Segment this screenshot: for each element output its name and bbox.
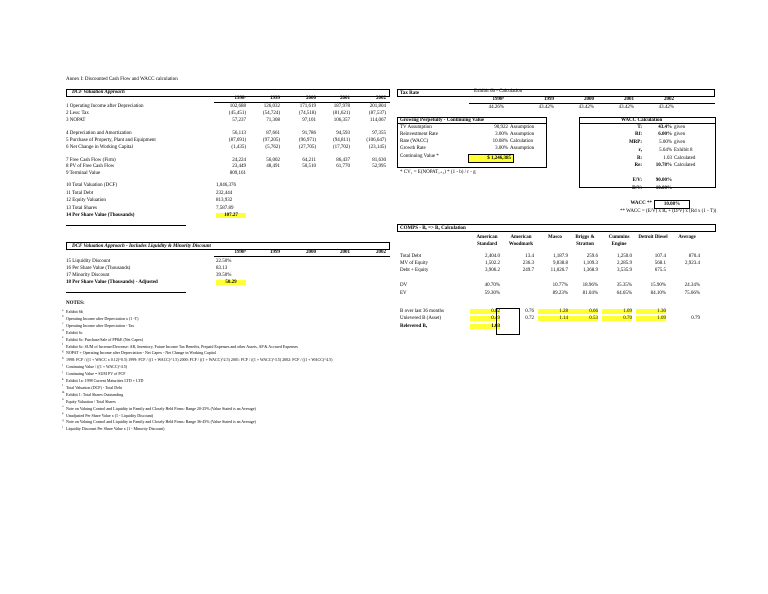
comps-cell: 15.90% bbox=[650, 283, 666, 288]
page-title: Annex I: Discounted Cash Flow and WACC calculation bbox=[66, 77, 178, 82]
dcf-cell: 52,995 bbox=[372, 164, 386, 169]
perp-note: Assumption bbox=[510, 132, 535, 137]
dcf-cell: 23,449 bbox=[232, 164, 246, 169]
comps-cell: 2,404.0 bbox=[485, 254, 500, 259]
dcf-cell: 97,101 bbox=[302, 118, 316, 123]
summary-label: 11 Total Debt bbox=[66, 191, 94, 196]
dcf-row-label: 2 Less: Tax bbox=[66, 111, 89, 116]
continuing-value: $ 1,246,385 bbox=[468, 154, 514, 163]
tax-value: 43.42% bbox=[578, 105, 594, 110]
perp-label: Growth Rate bbox=[400, 146, 426, 151]
dcf-cell: (17,702) bbox=[332, 145, 350, 150]
perp-label: TV Assumption bbox=[400, 125, 432, 130]
summary-value: 1,046,376 bbox=[216, 183, 236, 188]
tax-year: 2001 bbox=[624, 97, 634, 102]
note-marker: c bbox=[62, 321, 64, 326]
tax-value: 43.42% bbox=[618, 105, 634, 110]
comps-cell: 64.65% bbox=[616, 291, 632, 296]
comps-header: COMPS - Bₑ => Bₐ Calculation bbox=[400, 226, 466, 231]
wacc-formula: ** WACC = (E/V) x Rₑ + (D/V) x (Rd x (1 - T)) bbox=[620, 209, 717, 214]
summary-value: 7,587.89 bbox=[216, 206, 234, 211]
dcf-cell: (94,811) bbox=[333, 138, 350, 143]
dcf-cell: (106,647) bbox=[366, 138, 386, 143]
note-marker: h bbox=[62, 355, 64, 360]
wacc-note: Calculated bbox=[674, 156, 696, 161]
dcf-cell: 24,224 bbox=[232, 158, 246, 163]
dcf2-row-label: 15 Liquidity Discount bbox=[66, 259, 111, 264]
comps-cell: 1,502.2 bbox=[485, 261, 500, 266]
dcf-cell: 94,593 bbox=[336, 131, 350, 136]
dcf-cell: 106,357 bbox=[333, 118, 350, 123]
note-marker: o bbox=[62, 404, 64, 409]
note-marker: j bbox=[62, 369, 63, 374]
comps-cell: 84.10% bbox=[650, 291, 666, 296]
wacc-note: given bbox=[674, 132, 686, 137]
note-marker: b bbox=[62, 314, 64, 319]
comps-cell: 249.7 bbox=[522, 268, 534, 273]
comps-cell: 1.09 bbox=[636, 316, 666, 321]
dcf-cell: (87,691) bbox=[228, 138, 246, 143]
note-marker: q bbox=[62, 417, 64, 422]
note-item: Equity Valuation / Total Shares bbox=[66, 398, 116, 404]
dcf-cell: 187,978 bbox=[333, 104, 350, 109]
comps-cell: 40.70% bbox=[484, 283, 500, 288]
comps-cell: 1.03 bbox=[470, 324, 500, 329]
dcf-row-label: 5 Purchase of Property, Plant and Equipment bbox=[66, 138, 156, 143]
note-marker: i bbox=[62, 362, 63, 367]
comps-cell: 2,285.9 bbox=[617, 261, 632, 266]
comps-cell: 0.82 bbox=[470, 309, 500, 314]
dcf-cell: 126,032 bbox=[263, 104, 280, 109]
year-header: 2000 bbox=[306, 250, 316, 255]
year-header: 1998ᵃ bbox=[234, 250, 246, 255]
wacc-value: 10.78% bbox=[655, 163, 672, 168]
comps-row-label: DV bbox=[400, 283, 408, 288]
comps-row-label: Total Debt bbox=[400, 254, 422, 259]
tax-header: Tax Rate bbox=[400, 91, 420, 96]
perp-label: Reinvestment Rate bbox=[400, 132, 438, 137]
note-marker: d bbox=[62, 328, 64, 333]
comps-cell: 0.49 bbox=[470, 316, 500, 321]
dcf-cell: 102,688 bbox=[229, 104, 246, 109]
note-marker: f bbox=[62, 342, 63, 346]
comps-cell: 75.66% bbox=[684, 291, 700, 296]
note-marker: m bbox=[62, 390, 65, 395]
comps-column-header: Cummins Engine bbox=[608, 235, 630, 247]
note-item: Total Valuation (DCF) - Total Debt bbox=[66, 384, 123, 390]
comps-cell: 870.4 bbox=[688, 254, 700, 259]
wacc-note: Exhibit 8 bbox=[674, 148, 693, 153]
dcf-cell: (96,971) bbox=[298, 138, 316, 143]
comps-cell: 107.4 bbox=[654, 254, 666, 259]
dcf-cell: 56,113 bbox=[232, 131, 246, 136]
wacc-value: 1.03 bbox=[663, 156, 672, 161]
wacc-note: given bbox=[674, 125, 686, 130]
year-header: 2002 bbox=[376, 250, 386, 255]
comps-cell: 2,923.4 bbox=[685, 261, 700, 266]
summary-label: 13 Total Shares bbox=[66, 206, 97, 211]
dcf-cell: 87,661 bbox=[266, 131, 280, 136]
wacc-value: 5.64% bbox=[659, 148, 672, 153]
comps-cell: 35.35% bbox=[616, 283, 632, 288]
dcf-row-label: 8 PV of Free Cash Flow bbox=[66, 164, 115, 169]
comps-cell: 89.23% bbox=[552, 291, 568, 296]
wacc-result-value: 10.08% bbox=[654, 200, 690, 209]
comps-cell: 1,187.9 bbox=[553, 254, 568, 259]
wacc-label: T: bbox=[637, 125, 642, 130]
comps-cell: 1,250.0 bbox=[617, 254, 632, 259]
tax-year: 2000 bbox=[584, 97, 594, 102]
comps-cell: 0.76 bbox=[525, 309, 534, 314]
comps-column-header: Detroit Diesel bbox=[638, 235, 668, 240]
dcf-cell: 114,067 bbox=[369, 118, 386, 123]
dcf2-row-label: 17 Minority Discount bbox=[66, 273, 110, 278]
perp-note: Calculation bbox=[510, 139, 534, 144]
wacc-label: D/V: bbox=[632, 186, 642, 191]
dcf-row-label: 7 Free Cash Flow (Firm) bbox=[66, 158, 116, 163]
comps-cell: 59.30% bbox=[484, 291, 500, 296]
per-share-value: 107.27 bbox=[216, 213, 246, 218]
adjusted-per-share-value: 50.29 bbox=[216, 280, 246, 285]
tax-value: 44.26% bbox=[488, 105, 504, 110]
comps-cell: 13.4 bbox=[525, 254, 534, 259]
dcf2-row-label: 18 Per Share Value (Thousands) - Adjusted bbox=[66, 280, 158, 285]
dcf-cell: 61,770 bbox=[336, 164, 350, 169]
notes-header: NOTES: bbox=[66, 301, 85, 306]
year-header: 1998ᵃ bbox=[234, 96, 246, 101]
perp-note: Assumption bbox=[510, 125, 535, 130]
perp-value: 3.00% bbox=[495, 132, 508, 137]
comps-column-header: Briggs & Stratton bbox=[575, 235, 595, 247]
dcf-cell: (87,537) bbox=[368, 111, 386, 116]
wacc-label: Rf: bbox=[635, 132, 642, 137]
dcf-cell: (81,621) bbox=[332, 111, 350, 116]
wacc-note: given bbox=[674, 140, 686, 145]
comps-cell: 9,838.8 bbox=[553, 261, 568, 266]
dcf2-header: DCF Valuation Approach - Includes Liquidity & Minority Discount bbox=[72, 244, 211, 249]
note-marker: g bbox=[62, 348, 64, 353]
tax-note: Exhibit 6b - Calculation bbox=[474, 89, 523, 94]
comps-column-header: Average bbox=[678, 235, 696, 240]
comps-cell: 1.14 bbox=[538, 316, 568, 321]
note-item: Exhibit 1a: 1998 Current Maturities LTD + LTD bbox=[66, 378, 144, 383]
perp-value: 3.00% bbox=[495, 146, 508, 151]
comps-row-label: Debt + Equity bbox=[400, 268, 429, 273]
summary-label: 10 Total Valuation (DCF) bbox=[66, 183, 117, 188]
dcf-header: DCF Valuation Approach bbox=[72, 90, 125, 95]
comps-row-label: Unlevered B (Asset) bbox=[400, 316, 442, 321]
comps-cell: 259.6 bbox=[586, 254, 598, 259]
dcf-row-label: 1 Operating Income after Depreciation bbox=[66, 104, 144, 109]
dcf-cell: 64,211 bbox=[302, 158, 316, 163]
wacc-note: Calculated bbox=[674, 163, 696, 168]
dcf-cell: 171,619 bbox=[299, 104, 316, 109]
comps-row-label: B over last 36 months bbox=[400, 309, 444, 314]
wacc-label: MRP: bbox=[628, 140, 642, 145]
note-marker: p bbox=[62, 411, 64, 415]
note-item: Exhibit 6c: SUM of Increase/Decrease: AR, Inventory, Future Income Tax Benefits, Prepaid Expenses and other Assets, AP & Accrued Expenses bbox=[66, 343, 298, 349]
dcf-cell: (45,451) bbox=[228, 111, 246, 116]
perp-value: 10.08% bbox=[492, 139, 508, 144]
wacc-value: 90.00% bbox=[655, 178, 672, 183]
note-item: Exhibit 1: Total Shares Outstanding bbox=[66, 391, 124, 397]
comps-cell: 3,535.9 bbox=[617, 268, 632, 273]
dcf-row-label: 3 NOPAT bbox=[66, 118, 86, 123]
comps-cell: 10.77% bbox=[552, 283, 568, 288]
perp-header: Growing Perpetuity - Continuing Value bbox=[400, 118, 485, 123]
comps-column-header: Masco bbox=[548, 235, 562, 240]
comps-row-label: Relevered Bₑ bbox=[400, 324, 428, 329]
comps-cell: 1,368.9 bbox=[583, 268, 598, 273]
tax-year: 1998ᵃ bbox=[492, 97, 504, 102]
dcf-cell: (97,205) bbox=[262, 138, 280, 143]
dcf-cell: (54,724) bbox=[262, 111, 280, 116]
summary-value: 813,932 bbox=[216, 198, 233, 203]
note-item: NOPAT + Operating Income after Depreciation - Net Capex - Net Change in Working Capital bbox=[66, 350, 216, 356]
wacc-header: WACC Calculation bbox=[621, 118, 663, 123]
year-header: 2002 bbox=[376, 96, 386, 101]
dcf-cell: 71,308 bbox=[266, 118, 280, 123]
note-item: Exhibit 6b bbox=[66, 309, 83, 314]
note-marker: r bbox=[62, 424, 63, 429]
note-item: Exhibit 6c: Purchase/Sale of PP&E (Net Capex) bbox=[66, 336, 144, 342]
wacc-value: 5.00% bbox=[659, 140, 672, 145]
dcf2-value: 39.50% bbox=[216, 273, 232, 278]
note-marker: e bbox=[62, 335, 64, 340]
wacc-label: B: bbox=[637, 156, 642, 161]
year-header: 2000 bbox=[306, 96, 316, 101]
dcf-cell: 809,161 bbox=[229, 171, 246, 176]
note-marker: a bbox=[62, 307, 64, 312]
dcf-cell: 56,002 bbox=[266, 158, 280, 163]
dcf-cell: (23,145) bbox=[368, 145, 386, 150]
dcf-cell: 48,491 bbox=[266, 164, 280, 169]
comps-cell: 1.30 bbox=[636, 309, 666, 314]
comps-row-label: EV bbox=[400, 291, 407, 296]
dcf-cell: 201,804 bbox=[369, 104, 386, 109]
note-marker: l bbox=[62, 383, 63, 388]
summary-label: 14 Per Share Value (Thousands) bbox=[66, 213, 135, 218]
wacc-result-label: WACC ** bbox=[630, 201, 652, 206]
comps-cell: 11,026.7 bbox=[550, 268, 568, 273]
comps-column-header: American Standard bbox=[476, 235, 498, 247]
dcf-cell: 97,355 bbox=[372, 131, 386, 136]
comps-cell: 81.04% bbox=[582, 291, 598, 296]
wacc-label: rₑ bbox=[638, 148, 642, 153]
perp-formula: * CV₁ = E(NOPAT₁₊₁) * (1 - b) / r - g bbox=[400, 170, 476, 175]
perp-note: Assumption bbox=[510, 146, 535, 151]
note-item: Liquidity Discount Per Share Value x (1 - Minority Discount) bbox=[66, 426, 165, 432]
note-item: Continuing Value = SUM PV of FCF bbox=[66, 371, 126, 377]
comps-cell: 0.53 bbox=[568, 316, 598, 321]
dcf-cell: (1,435) bbox=[231, 145, 246, 150]
wacc-value: 10.00% bbox=[655, 186, 672, 191]
tax-value: 43.42% bbox=[538, 105, 554, 110]
dcf-cell: 57,237 bbox=[232, 118, 246, 123]
note-item: Unadjusted Per Share Value x (1 - Liquidity Discount) bbox=[66, 412, 154, 418]
note-item: Exhibit 6c bbox=[66, 329, 83, 335]
comps-cell: 568.1 bbox=[654, 261, 666, 266]
comps-cell: 0.70 bbox=[602, 316, 632, 321]
note-item: 1998: FCF / ((1 + WACC x 0.12)^0.5) 1999: FCF / ((1 + WACC)^1.5) 2000: FCF / ((1 + WACC)^2.5) 2001: FCF / ((1 + WACC)^3.5) 2002: FCF / ((1 + WACC)^4.5) bbox=[66, 357, 333, 363]
year-header: 2001 bbox=[340, 96, 350, 101]
tax-year: 2002 bbox=[664, 97, 674, 102]
wacc-label: E/V: bbox=[632, 178, 642, 183]
wacc-value: 6.00% bbox=[658, 132, 672, 137]
comps-cell: 3,906.2 bbox=[485, 268, 500, 273]
note-marker: n bbox=[62, 397, 64, 402]
dcf-cell: 81,630 bbox=[372, 158, 386, 163]
dcf-cell: (74,518) bbox=[298, 111, 316, 116]
comps-column-header: American Woodmark bbox=[508, 235, 534, 247]
comps-row-label: MV of Equity bbox=[400, 261, 428, 266]
perp-label: Continuing Value * bbox=[400, 154, 439, 159]
note-item: Continuing Value / ((1 + WACC)^4.5) bbox=[66, 364, 128, 370]
dcf-cell: (27,705) bbox=[298, 145, 316, 150]
dcf-cell: 91,786 bbox=[302, 131, 316, 136]
note-item: Note on Valuing Control and Liquidity in Family and Closely Held Firms: Range 20-25% (Value Stated is an Average) bbox=[66, 405, 256, 411]
wacc-label: Re: bbox=[634, 163, 642, 168]
comps-cell: 24.34% bbox=[684, 283, 700, 288]
comps-cell: 236.3 bbox=[522, 261, 534, 266]
dcf-row-label: 4 Depreciation and Amortization bbox=[66, 131, 132, 136]
year-header: 2001 bbox=[340, 250, 350, 255]
year-header: 1999 bbox=[270, 96, 280, 101]
year-header: 1999 bbox=[270, 250, 280, 255]
comps-cell: 0.66 bbox=[568, 309, 598, 314]
tax-year: 1999 bbox=[544, 97, 554, 102]
note-item: Operating Income after Depreciation - Tax bbox=[66, 322, 135, 328]
comps-cell: 1.09 bbox=[602, 309, 632, 314]
dcf2-row-label: 16 Per Share Value (Thousands) bbox=[66, 266, 131, 271]
dcf-row-label: 6 Net Change in Working Capital bbox=[66, 145, 133, 150]
summary-value: 232,444 bbox=[216, 191, 233, 196]
dcf-cell: (5,762) bbox=[265, 145, 280, 150]
comps-cell: 1,109.3 bbox=[583, 261, 598, 266]
comps-cell: 0.79 bbox=[691, 316, 700, 321]
comps-cell: 18.96% bbox=[582, 283, 598, 288]
comps-cell: 1.28 bbox=[538, 309, 568, 314]
note-item: Operating Income after Depreciation x (1 -T) bbox=[66, 315, 139, 321]
dcf2-value: 83.13 bbox=[216, 266, 228, 271]
perp-value: 90,922 bbox=[494, 125, 508, 130]
summary-label: 12 Equity Valuation bbox=[66, 198, 106, 203]
dcf-cell: 50,510 bbox=[302, 164, 316, 169]
note-marker: k bbox=[62, 376, 64, 381]
tax-value: 43.42% bbox=[658, 105, 674, 110]
perp-label: Rate (WACC) bbox=[400, 139, 429, 144]
dcf-row-label: 9 Terminal Value bbox=[66, 171, 101, 176]
comps-cell: 675.5 bbox=[654, 268, 666, 273]
wacc-value: 43.4% bbox=[658, 125, 672, 130]
dcf2-value: 22.50% bbox=[216, 259, 232, 264]
dcf-cell: 86,437 bbox=[336, 158, 350, 163]
note-item: Note on Valuing Control and Liquidity in Family and Closely Held Firms: Range 36-45% (Value Stated is an Average) bbox=[66, 419, 256, 425]
comps-cell: 0.72 bbox=[525, 316, 534, 321]
